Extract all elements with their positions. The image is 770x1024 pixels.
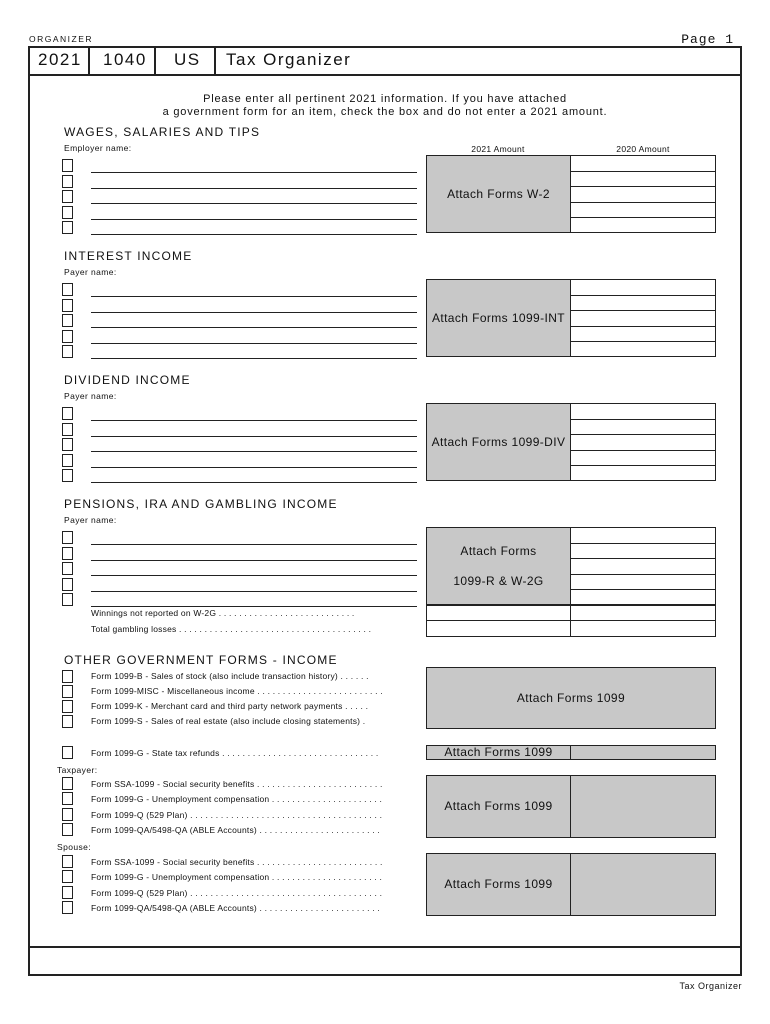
dividend-2020-amount-input[interactable]: [572, 466, 718, 481]
dividend-name-input[interactable]: [91, 406, 420, 421]
interest-2020-amount-input[interactable]: [572, 280, 718, 295]
dividend-name-input[interactable]: [91, 437, 420, 452]
taxpayer-form-label-2: Form 1099-Q (529 Plan) . . . . . . . . . . . . . . . . . . . . . . . . . . . . . . . . . . . . . .: [91, 809, 383, 820]
pensions-attach-text: 1099-R & W-2G: [453, 573, 544, 588]
dividend-2020-amount-input[interactable]: [572, 435, 718, 450]
pensions-2020-amount-input[interactable]: [572, 559, 718, 574]
state-refund-2020-box: [570, 745, 716, 760]
pensions-attach-checkbox[interactable]: [62, 547, 73, 560]
col-2020-amount: 2020 Amount: [616, 144, 670, 154]
wages-title: WAGES, SALARIES AND TIPS: [64, 125, 261, 139]
pensions-attach-box: [426, 527, 571, 605]
winnings-2021-input[interactable]: [428, 606, 572, 621]
dividend-name-input[interactable]: [91, 422, 420, 437]
pensions-2020-amount-input[interactable]: [572, 544, 718, 559]
other-forms-title: OTHER GOVERNMENT FORMS - INCOME: [64, 653, 338, 667]
wages-2020-amount-input[interactable]: [572, 156, 718, 171]
interest-2020-amount-input[interactable]: [572, 327, 718, 342]
spouse-form-label-3: Form 1099-QA/5498-QA (ABLE Accounts) . . . . . . . . . . . . . . . . . . . . . . . .: [91, 902, 380, 913]
interest-attach-text: Attach Forms 1099-INT: [431, 310, 566, 325]
interest-attach-box: [426, 279, 571, 357]
spouse-form-checkbox[interactable]: [62, 901, 73, 914]
pensions-attach-checkbox[interactable]: [62, 593, 73, 606]
form-1099-checkbox[interactable]: [62, 700, 73, 713]
wages-name-input[interactable]: [91, 174, 420, 189]
pensions-2020-amount-input[interactable]: [572, 528, 718, 543]
wages-name-input[interactable]: [91, 189, 420, 204]
dividend-name-input[interactable]: [91, 453, 420, 468]
interest-attach-checkbox[interactable]: [62, 314, 73, 327]
wages-name-input[interactable]: [91, 220, 420, 235]
other-form-label-2: Form 1099-K - Merchant card and third party network payments . . . . .: [91, 701, 369, 711]
pensions-2020-amount-input[interactable]: [572, 575, 718, 590]
losses-2020-input[interactable]: [572, 622, 718, 637]
state-refund-attach-text: Attach Forms 1099: [444, 745, 553, 759]
dividend-attach-text: Attach Forms 1099-DIV: [431, 434, 566, 449]
title-bar: [28, 46, 742, 76]
wages-attach-checkbox[interactable]: [62, 159, 73, 172]
wages-2020-amount-input[interactable]: [572, 218, 718, 233]
attach-1099-text: Attach Forms 1099: [516, 690, 626, 705]
pensions-attach-checkbox[interactable]: [62, 578, 73, 591]
taxpayer-form-checkbox[interactable]: [62, 808, 73, 821]
pensions-name-input[interactable]: [91, 561, 420, 576]
wages-sublabel: Employer name:: [64, 143, 132, 153]
dividend-sublabel: Payer name:: [64, 391, 117, 401]
attach-1099-box: [426, 667, 716, 729]
spouse-form-checkbox[interactable]: [62, 870, 73, 883]
bottom-divider: [28, 946, 742, 948]
spouse-form-label-2: Form 1099-Q (529 Plan) . . . . . . . . . . . . . . . . . . . . . . . . . . . . . . . . . . . . . .: [91, 887, 383, 898]
intro-line-1: Please enter all pertinent 2021 information. If you have attached: [203, 93, 567, 105]
intro-line-2: a government form for an item, check the box and do not enter a 2021 amount.: [162, 106, 608, 118]
state-refund-attach-box: [426, 745, 571, 760]
dividend-2020-amount-input[interactable]: [572, 404, 718, 419]
dividend-attach-checkbox[interactable]: [62, 438, 73, 451]
footer-label: Tax Organizer: [679, 981, 742, 991]
form-1099-checkbox[interactable]: [62, 685, 73, 698]
wages-attach-box: [426, 155, 571, 233]
page-number: Page 1: [681, 32, 734, 47]
wages-name-input[interactable]: [91, 205, 420, 220]
pensions-attach-checkbox[interactable]: [62, 562, 73, 575]
pensions-sublabel: Payer name:: [64, 515, 117, 525]
gambling-losses-label: Total gambling losses . . . . . . . . . . . . . . . . . . . . . . . . . . . . . . . . . . . . . .: [91, 624, 372, 634]
taxpayer-form-label-3: Form 1099-QA/5498-QA (ABLE Accounts) . . . . . . . . . . . . . . . . . . . . . . . .: [91, 824, 380, 835]
wages-attach-text: Attach Forms W-2: [447, 186, 550, 201]
spouse-2020-box: [570, 853, 716, 916]
pensions-name-line: [91, 606, 417, 607]
interest-name-input[interactable]: [91, 313, 420, 328]
pensions-attach-text: Attach Forms: [460, 543, 537, 558]
interest-sublabel: Payer name:: [64, 267, 117, 277]
dividend-2020-amount-input[interactable]: [572, 451, 718, 466]
interest-name-input[interactable]: [91, 298, 420, 313]
col-2021-amount: 2021 Amount: [471, 144, 525, 154]
dividend-title: DIVIDEND INCOME: [64, 373, 191, 387]
spouse-form-checkbox[interactable]: [62, 886, 73, 899]
dividend-attach-checkbox[interactable]: [62, 454, 73, 467]
spouse-label: Spouse:: [57, 842, 91, 852]
other-form-label-3: Form 1099-S - Sales of real estate (also include closing statements) .: [91, 716, 366, 726]
pensions-name-input[interactable]: [91, 592, 420, 607]
pensions-title: PENSIONS, IRA AND GAMBLING INCOME: [64, 497, 338, 511]
tax-year: 2021: [28, 46, 90, 74]
form-1099-checkbox[interactable]: [62, 715, 73, 728]
other-form-label-1: Form 1099-MISC - Miscellaneous income . . . . . . . . . . . . . . . . . . . . . . . . .: [91, 686, 383, 696]
wages-2020-amount-input[interactable]: [572, 172, 718, 187]
taxpayer-attach-box: [426, 775, 571, 838]
dividend-name-input[interactable]: [91, 468, 420, 483]
jurisdiction: US: [156, 46, 216, 74]
taxpayer-form-checkbox[interactable]: [62, 777, 73, 790]
taxpayer-label: Taxpayer:: [57, 765, 98, 775]
wages-name-line: [91, 234, 417, 235]
organizer-label: ORGANIZER: [29, 34, 94, 44]
wages-attach-checkbox[interactable]: [62, 190, 73, 203]
dividend-name-line: [91, 482, 417, 483]
interest-name-input[interactable]: [91, 329, 420, 344]
pensions-name-input[interactable]: [91, 546, 420, 561]
pensions-name-input[interactable]: [91, 577, 420, 592]
spouse-form-checkbox[interactable]: [62, 855, 73, 868]
taxpayer-form-label-1: Form 1099-G - Unemployment compensation . . . . . . . . . . . . . . . . . . . . . .: [91, 794, 383, 805]
interest-2020-amount-input[interactable]: [572, 342, 718, 357]
pensions-name-input[interactable]: [91, 530, 420, 545]
interest-2020-amount-input[interactable]: [572, 311, 718, 326]
wages-2020-amount-input[interactable]: [572, 203, 718, 218]
winnings-2020-input[interactable]: [572, 606, 718, 621]
taxpayer-2020-box: [570, 775, 716, 838]
spouse-form-label-1: Form 1099-G - Unemployment compensation . . . . . . . . . . . . . . . . . . . . . .: [91, 872, 383, 883]
spouse-attach-box: [426, 853, 571, 916]
dividend-attach-checkbox[interactable]: [62, 469, 73, 482]
form-number: 1040: [90, 46, 156, 74]
interest-attach-checkbox[interactable]: [62, 330, 73, 343]
interest-name-input[interactable]: [91, 344, 420, 359]
interest-title: INTEREST INCOME: [64, 249, 193, 263]
taxpayer-form-checkbox[interactable]: [62, 823, 73, 836]
dividend-attach-checkbox[interactable]: [62, 423, 73, 436]
interest-attach-checkbox[interactable]: [62, 283, 73, 296]
form-title: Tax Organizer: [226, 50, 352, 69]
spouse-form-label-0: Form SSA-1099 - Social security benefits . . . . . . . . . . . . . . . . . . . . . . . . .: [91, 857, 383, 867]
winnings-label: Winnings not reported on W-2G . . . . . . . . . . . . . . . . . . . . . . . . . . .: [91, 608, 355, 618]
state-refund-label: Form 1099-G - State tax refunds . . . . . . . . . . . . . . . . . . . . . . . . . . . . . . .: [91, 748, 379, 758]
wages-name-input[interactable]: [91, 158, 420, 173]
taxpayer-form-checkbox[interactable]: [62, 792, 73, 805]
form-1099-checkbox[interactable]: [62, 670, 73, 683]
interest-attach-checkbox[interactable]: [62, 345, 73, 358]
interest-2020-amount-input[interactable]: [572, 296, 718, 311]
dividend-attach-box: [426, 403, 571, 481]
pensions-attach-checkbox[interactable]: [62, 531, 73, 544]
dividend-attach-checkbox[interactable]: [62, 407, 73, 420]
other-form-label-0: Form 1099-B - Sales of stock (also include transaction history) . . . . . .: [91, 671, 369, 681]
wages-attach-checkbox[interactable]: [62, 206, 73, 219]
interest-name-line: [91, 358, 417, 359]
wages-2020-amount-input[interactable]: [572, 187, 718, 202]
taxpayer-form-label-0: Form SSA-1099 - Social security benefits . . . . . . . . . . . . . . . . . . . . . . . . .: [91, 779, 383, 789]
interest-attach-checkbox[interactable]: [62, 299, 73, 312]
losses-2021-input[interactable]: [428, 622, 572, 637]
wages-attach-checkbox[interactable]: [62, 221, 73, 234]
dividend-2020-amount-input[interactable]: [572, 420, 718, 435]
spouse-attach-text: Attach Forms 1099: [444, 877, 553, 891]
wages-attach-checkbox[interactable]: [62, 175, 73, 188]
interest-name-input[interactable]: [91, 282, 420, 297]
pensions-2020-amount-input[interactable]: [572, 590, 718, 605]
state-refund-checkbox[interactable]: [62, 746, 73, 759]
taxpayer-attach-text: Attach Forms 1099: [444, 799, 553, 813]
